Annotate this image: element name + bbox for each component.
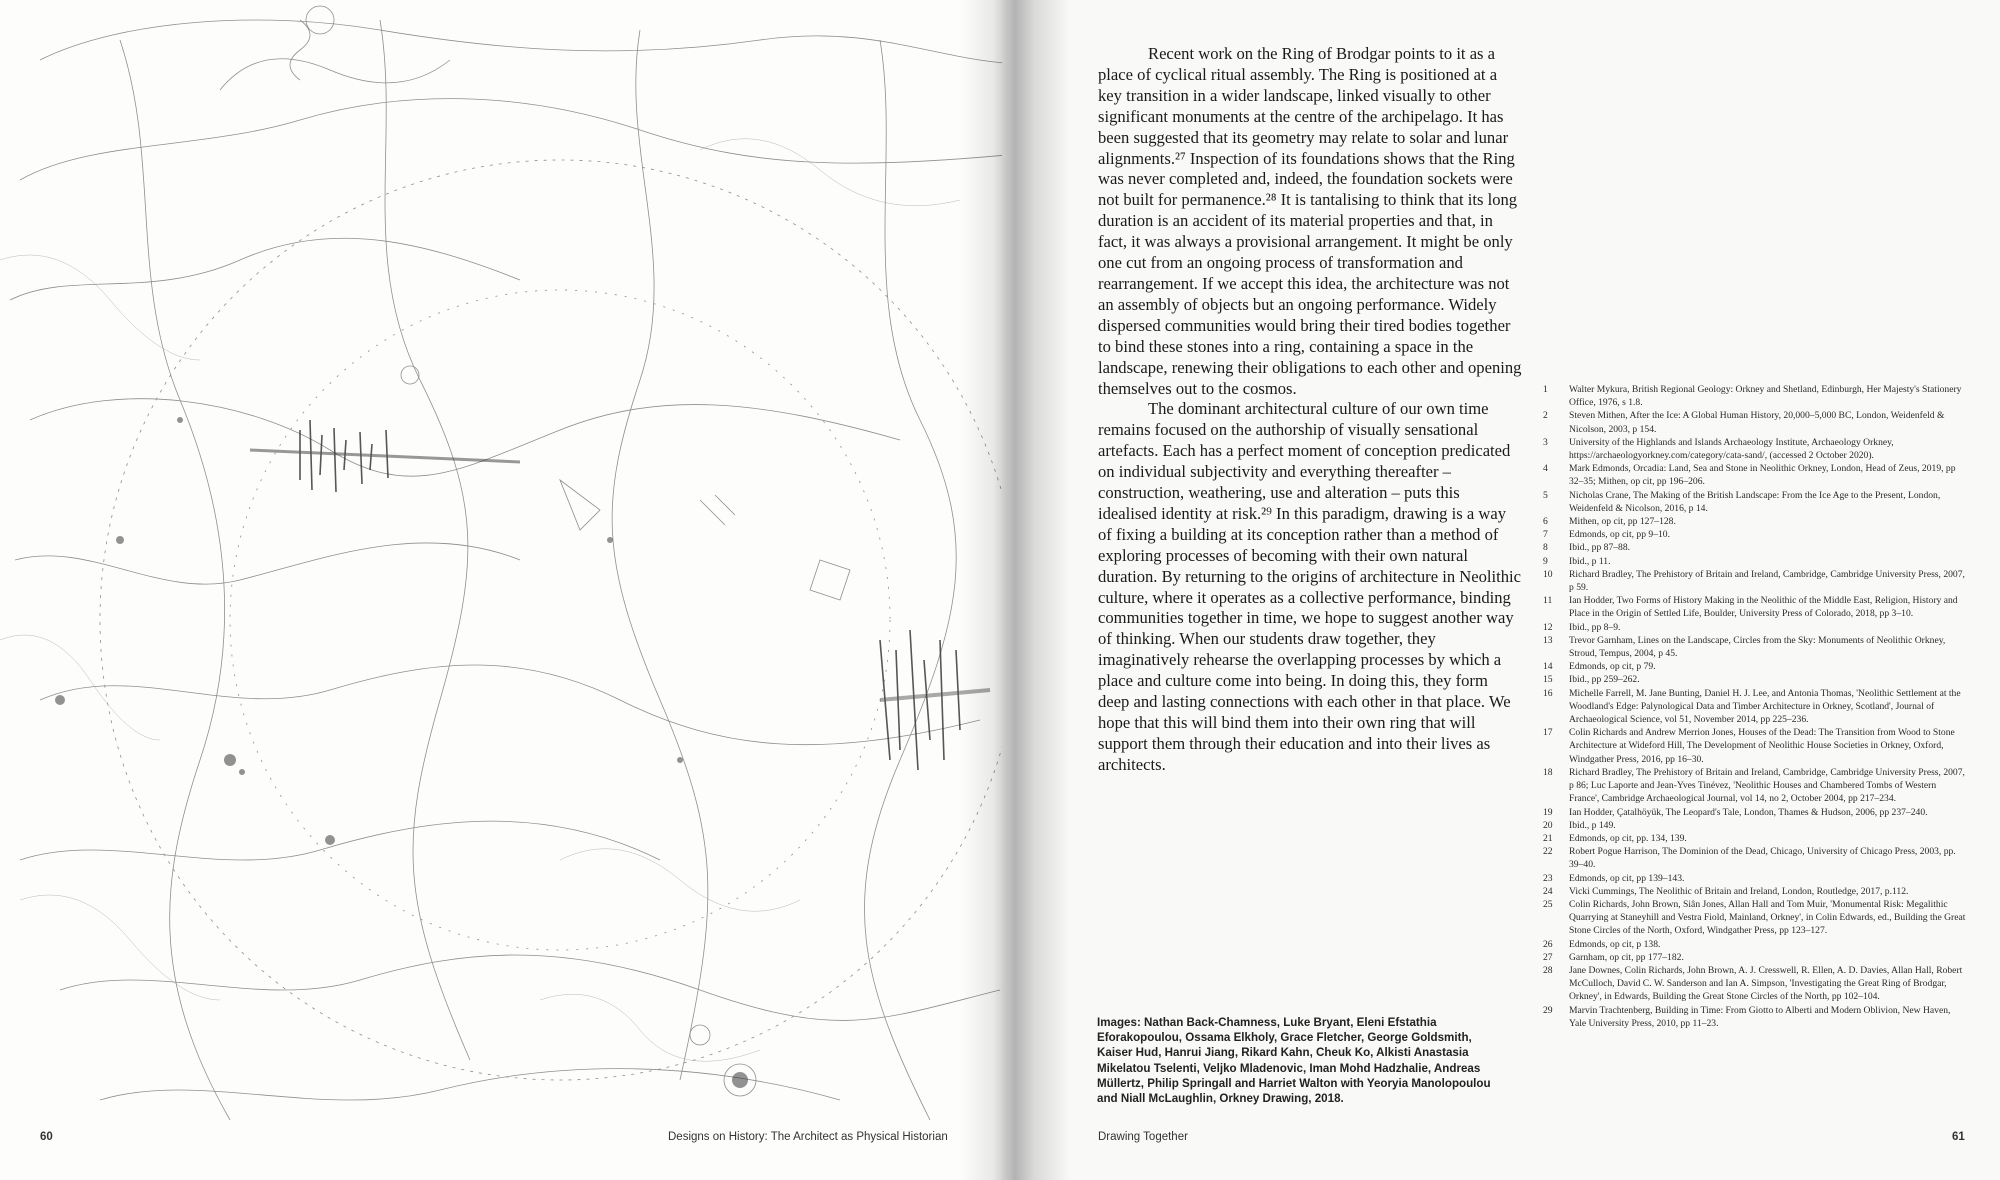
endnote: 27 Garnham, op cit, pp 177–182. [1543,951,1684,963]
endnote: 3 University of the Highlands and Islands Archaeology Institute, Archaeology Orkney, https://archaeologyorkney.com/category/cata-sand/, (accessed 2 October 2020). [1543,436,1894,462]
endnote: 5 Nicholas Crane, The Making of the British Landscape: From the Ice Age to the Present, London, Weidenfeld & Nicolson, 2016, p 14. [1543,489,1941,514]
left-page-number: 60 [40,1131,53,1143]
endnote: 15 Ibid., pp 259–262. [1543,674,1640,686]
endnote: 14 Edmonds, op cit, p 79. [1543,661,1656,673]
endnote: 26 Edmonds, op cit, p 138. [1543,938,1661,950]
endnote: 13 Trevor Garnham, Lines on the Landscape, Circles from the Sky: Monuments of Neolithic Orkney, Stroud, Tempus, 2004, p 45. [1543,634,1946,660]
endnote: 12 Ibid., pp 8–9. [1543,621,1621,633]
body-text [1098,44,1522,776]
endnote: 4 Mark Edmonds, Orcadia: Land, Sea and Stone in Neolithic Orkney, London, Head of Zeus, 2019, pp 32–35; Mithen, op cit, pp 196–206. [1543,463,1956,488]
body-paragraph: The dominant architectural culture of our own time remains focused on the authorship of visually sensational artefacts. Each has a perfect moment of conception predicated on individual subjectivity and everything thereafter – construction, weathering, use and alteration – puts this idealised identity at risk.²⁹ In this paradigm, drawing is a way of fixing a building at its conception rather than a method of exploring processes of becoming with their own natural duration. By returning to the origins of architecture in Neolithic culture, where it operates as a collective performance, binding communities together in time, we hope to suggest another way of thinking. When our students draw together, they imaginatively rehearse the overlapping processes by which a place and culture come into being. In doing this, they form deep and lasting connections with each other in that place. We hope that this will bind them into their own ring that will support them through their education and into their lives as architects. [1098,399,1522,774]
right-running-title: Drawing Together [1098,1131,1188,1143]
endnote: 22 Robert Pogue Harrison, The Dominion of the Dead, Chicago, University of Chicago Press, 2003, pp. 39–40. [1543,846,1956,871]
image-credits-caption: Images: Nathan Back-Chamness, Luke Bryant, Eleni Efstathia Eforakopoulou, Ossama Elkholy, Grace Fletcher, George Goldsmith, Kaiser Hud, Hanrui Jiang, Rikard Kahn, Cheuk Ko, Alkisti Anastasia Mikelatou Tselenti, Veljko Mladenovic, Iman Mohd Hadzhalie, Andreas Müllertz, Philip Springall and Harriet Walton with Yeoryia Manolopoulou and Niall McLaughlin, Orkney Drawing, 2018. [1097,1016,1491,1106]
endnote: 7 Edmonds, op cit, pp 9–10. [1543,529,1670,541]
endnote: 21 Edmonds, op cit, pp. 134, 139. [1543,832,1687,844]
right-page-number: 61 [1952,1131,1965,1143]
endnote: 19 Ian Hodder, Çatalhöyük, The Leopard's Tale, London, Thames & Hudson, 2006, pp 237–240. [1543,806,1928,818]
endnote: 17 Colin Richards and Andrew Merrion Jones, Houses of the Dead: The Transition from Wood to Stone Architecture at Wideford Hill, The Development of Neolithic House Societies in Orkney, Oxford, Windgather Press, 2016, pp 16–30. [1543,727,1955,765]
endnote: 10 Richard Bradley, The Prehistory of Britain and Ireland, Cambridge, Cambridge University Press, 2007, p 59. [1543,568,1965,594]
endnote: 20 Ibid., p 149. [1543,819,1616,831]
endnote: 23 Edmonds, op cit, pp 139–143. [1543,872,1685,884]
endnote: 29 Marvin Trachtenberg, Building in Time: From Giotto to Alberti and Modern Oblivion, New Haven, Yale University Press, 2010, pp 11–23. [1543,1004,1951,1029]
endnote: 25 Colin Richards, John Brown, Siân Jones, Allan Hall and Tom Muir, 'Monumental Risk: Megalithic Quarrying at Staneyhill and Vestra Fiold, Mainland, Orkney', in Colin Edwards, ed., Building the Great Stone Circles of the North, Oxford, Windgather Press, pp 123–127. [1543,898,1966,937]
endnote: 16 Michelle Farrell, M. Jane Bunting, Daniel H. J. Lee, and Antonia Thomas, 'Neolithic Settlement at the Woodland's Edge: Palynological Data and Timber Architecture in Orkney, Scotland', Journal of Archaeological Science, vol 51, November 2014, pp 225–236. [1543,687,1961,726]
endnote: 28 Jane Downes, Colin Richards, John Brown, A. J. Cresswell, R. Ellen, A. D. Davies, Allan Hall, Robert McCulloch, David C. W. Sanderson and Ian A. Simpson, 'Investigating the Great Ring of Brodgar, Orkney', in Edwards, Building the Great Stone Circles of the North, pp 102–104. [1543,964,1963,1003]
left-running-title: Designs on History: The Architect as Physical Historian [668,1131,948,1143]
endnote: 8 Ibid., pp 87–88. [1543,542,1631,554]
endnote: 6 Mithen, op cit, pp 127–128. [1543,516,1676,528]
body-paragraph: Recent work on the Ring of Brodgar points to it as a place of cyclical ritual assembly. The Ring is positioned at a key transition in a wider landscape, linked visually to other significant monuments at the centre of the archipelago. It has been suggested that its geometry may relate to solar and lunar alignments.²⁷ Inspection of its foundations shows that the Ring was never completed and, indeed, the foundation sockets were not built for permanence.²⁸ It is tantalising to think that its long duration is an accident of its material properties and that, in fact, it was always a provisional arrangement. It might be only one cut from an ongoing process of transformation and rearrangement. If we accept this idea, the architecture was not an assembly of objects but an ongoing performance. Widely dispersed communities would bring their tired bodies together to bind these stones into a ring, containing a space in the landscape, renewing their obligations to each other and opening themselves out to the cosmos. [1098,44,1522,398]
endnotes-list [1543,383,1967,1030]
endnote: 18 Richard Bradley, The Prehistory of Britain and Ireland, Cambridge, Cambridge University Press, 2007, p 86; Luc Laporte and Jean-Yves Tinévez, 'Neolithic Houses and Chambered Tombs of Western France', Cambridge Archaeological Journal, vol 14, no 2, October 2004, pp 217–234. [1543,766,1965,805]
endnote: 2 Steven Mithen, After the Ice: A Global Human History, 20,000–5,000 BC, London, Weidenfeld & Nicolson, 2003, p 154. [1543,410,1945,435]
endnote: 1 Walter Mykura, British Regional Geology: Orkney and Shetland, Edinburgh, Her Majesty's Stationery Office, 1976, s 1.8. [1543,384,1962,409]
endnote: 9 Ibid., p 11. [1543,555,1611,567]
endnote: 11 Ian Hodder, Two Forms of History Making in the Neolithic of the Middle East, Religion, History and Place in the Origin of Settled Life, Boulder, University Press of Colorado, 2018, pp 3–10. [1543,595,1958,620]
endnote: 24 Vicki Cummings, The Neolithic of Britain and Ireland, London, Routledge, 2017, p.112. [1543,885,1909,897]
